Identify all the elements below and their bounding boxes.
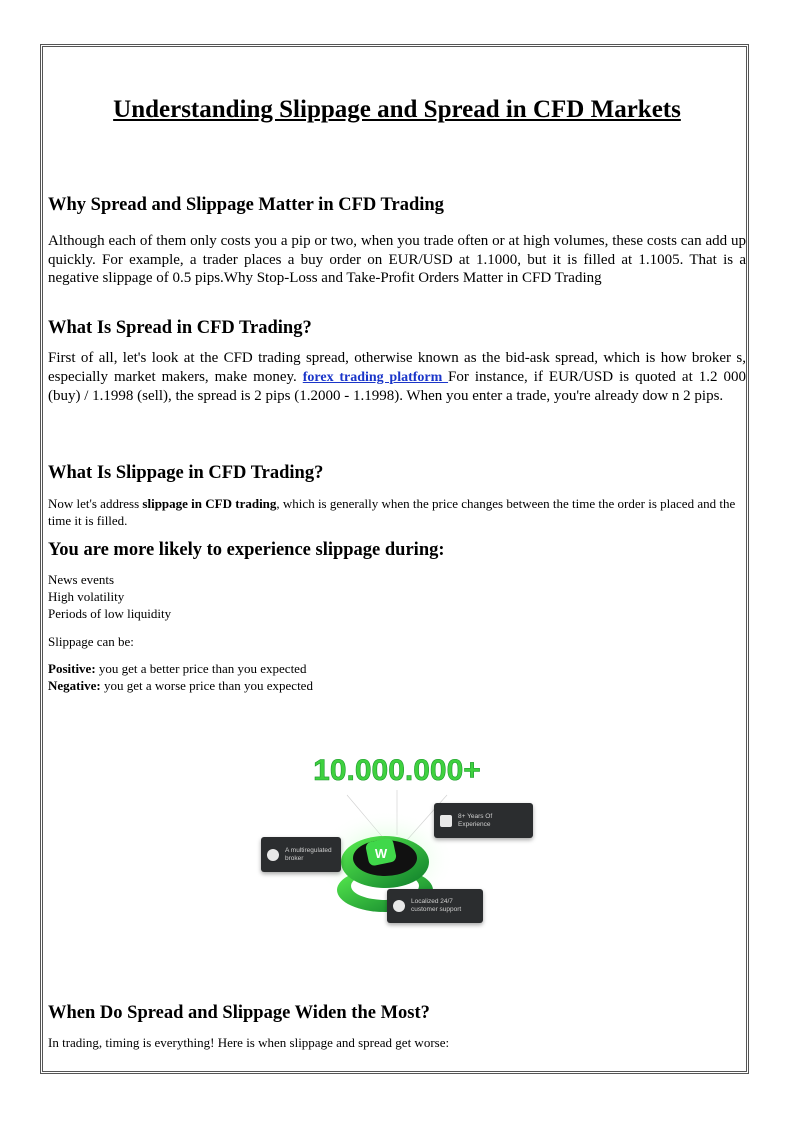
- spread-text-end: For instance, if EUR/USD is quoted at 1.2 000 (buy) / 1.1998 (sell), the spread is 2 pips (1.2000 - 1.1998). When you enter a trade, you're already dow n 2 pips.: [48, 368, 746, 404]
- page-title: Understanding Slippage and Spread in CFD Markets: [113, 96, 681, 123]
- positive-text: you get a better price than you expected: [95, 661, 307, 676]
- promo-card-left-text: A multiregulated broker: [285, 846, 332, 862]
- promo-card-right: [434, 803, 533, 838]
- promo-headline: 10.000.000+: [313, 754, 481, 787]
- negative-text: you get a worse price than you expected: [100, 678, 313, 693]
- promo-image: [257, 750, 537, 930]
- promo-card-bottom: [387, 889, 483, 923]
- spread-text-start: First of all, let's look at the CFD trading spread, otherwise known as the bid-ask spread, which is how broker s, especially market makers, make money.: [48, 350, 746, 385]
- promo-logo-mark: W: [374, 846, 388, 861]
- section-body-why-matter: Although each of them only costs you a pip or two, when you trade often or at high volumes, these costs can add up quickly. For example, a trader places a buy order on EUR/USD at 1.1000, but it is filled at 1.1005. That is a negative slippage of 0.5 pips.Why Stop-Loss and Take-Profit Orders Matter in CFD Trading: [48, 233, 746, 286]
- promo-card-bottom-text: Localized 24/7 customer support: [411, 898, 462, 913]
- list-item: High volatility: [48, 589, 125, 604]
- positive-line: [48, 660, 746, 677]
- list-item: News events: [48, 572, 115, 587]
- section-heading-spread: What Is Spread in CFD Trading?: [48, 318, 312, 338]
- slippage-text-end: , which is generally when the price changes between the time the order is placed and the time it is filled.: [48, 496, 736, 528]
- section-body-widen: In trading, timing is everything! Here is when slippage and spread get worse:: [48, 1035, 450, 1050]
- list-item: Periods of low liquidity: [48, 606, 172, 621]
- section-heading-slippage: What Is Slippage in CFD Trading?: [48, 463, 324, 483]
- slippage-bold-term: slippage in CFD trading: [142, 496, 277, 511]
- forex-trading-platform-link[interactable]: forex trading platform: [302, 369, 449, 385]
- positive-label: Positive:: [48, 661, 96, 676]
- slippage-text-start: Now let's address: [48, 496, 143, 511]
- section-heading-likely: You are more likely to experience slippage during:: [48, 540, 445, 560]
- section-heading-widen: When Do Spread and Slippage Widen the Most?: [48, 1003, 430, 1023]
- promo-card-left: [261, 837, 341, 872]
- chart-icon: [440, 815, 452, 827]
- slippage-intro: Slippage can be:: [48, 634, 134, 649]
- shield-icon: [267, 849, 279, 861]
- support-icon: [393, 900, 405, 912]
- section-body-slippage: [48, 495, 746, 529]
- promo-card-right-text: 8+ Years Of Experience: [458, 812, 493, 828]
- section-heading-why-matter: Why Spread and Slippage Matter in CFD Trading: [48, 195, 444, 215]
- section-body-spread: [48, 349, 746, 406]
- negative-line: [48, 677, 746, 694]
- negative-label: Negative:: [48, 678, 101, 693]
